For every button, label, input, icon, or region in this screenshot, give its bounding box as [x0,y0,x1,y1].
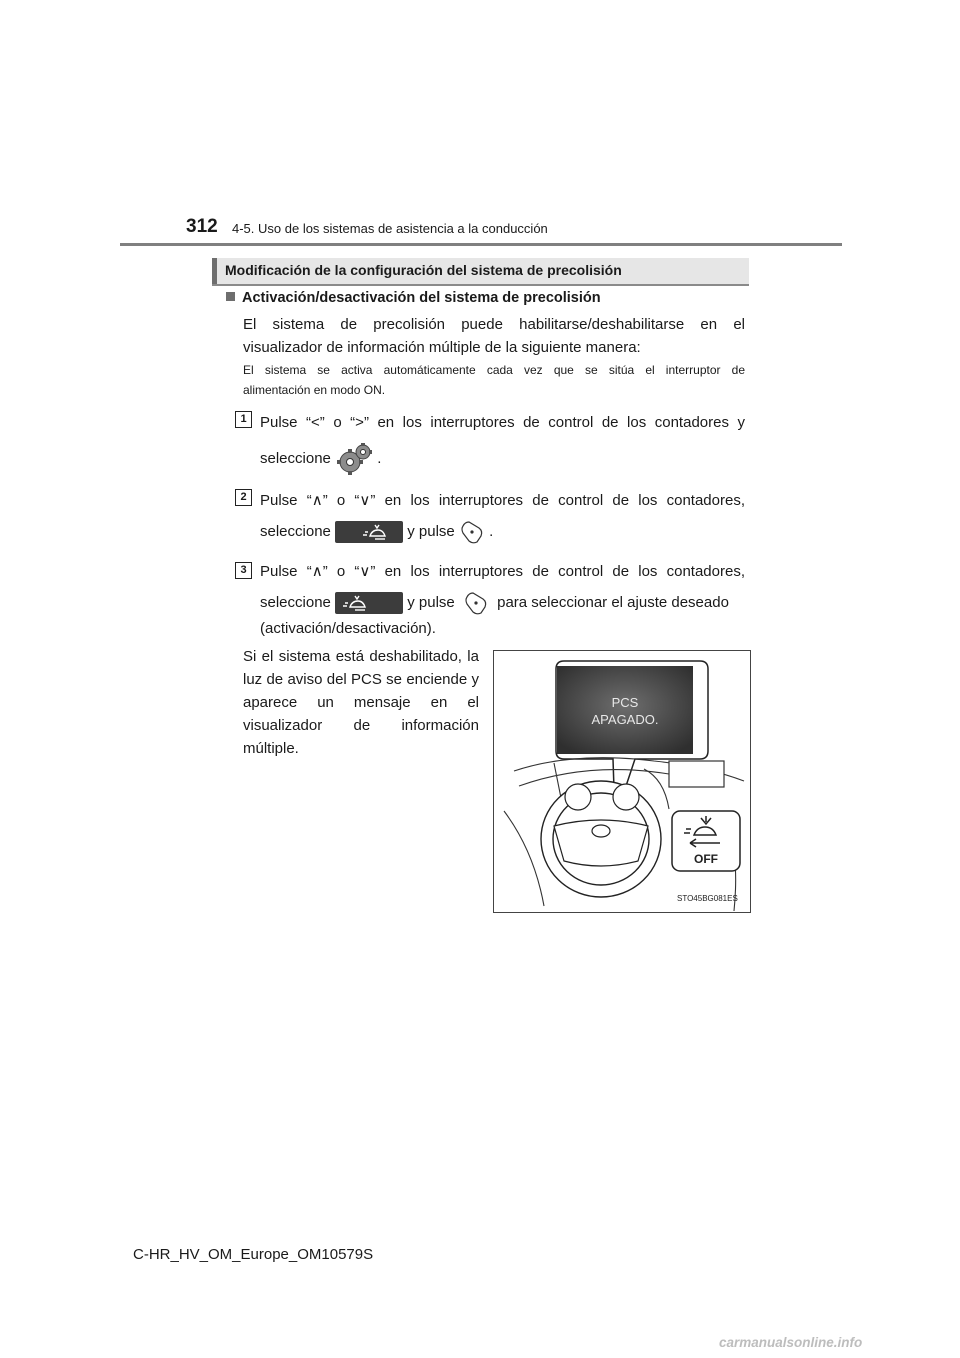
step-3-line-2 [260,589,745,617]
step-1-period: . [377,450,382,467]
section-bar [212,258,749,286]
settings-gear-icon [335,442,373,476]
section-accent [212,258,217,284]
note-line-2: alimentación en modo ON. [243,383,386,397]
subheading [226,290,601,306]
enter-button-icon [463,590,489,616]
chapter-title: 4-5. Uso de los sistemas de asistencia a la conducción [232,221,548,236]
side-note-line-3: aparece un mensaje en el [243,694,479,711]
step-2-line-1: Pulse “∧” o “∨” en los interruptores de control de los contadores, [260,492,745,509]
page-number: 312 [186,216,218,237]
step-2-select-text: seleccione [260,523,331,540]
step-1-select-text: seleccione [260,450,331,467]
step-number-2: 2 [235,489,252,506]
step-3-purpose-text: para seleccionar el ajuste deseado [497,594,729,611]
step-3-line-1: Pulse “∧” o “∨” en los interruptores de control de los contadores, [260,563,745,580]
side-note-line-5: múltiple. [243,740,299,757]
step-number-1: 1 [235,411,252,428]
figure-code: STO45BG081ES [677,894,738,903]
enter-button-icon [459,519,485,545]
step-2-line-2 [260,518,745,546]
intro-line-2: visualizador de información múltiple de la siguiente manera: [243,339,641,356]
subheading-text: Activación/desactivación del sistema de precolisión [242,290,601,306]
step-2-period: . [489,523,494,540]
switch-off-label: OFF [694,852,718,866]
watermark: carmanualsonline.info [719,1335,863,1350]
side-note-line-1: Si el sistema está deshabilitado, la [243,648,479,665]
step-3-press-text: y pulse [407,594,455,611]
screen-text-line-1: PCS [611,695,639,710]
step-1-line-1: Pulse “<” o “>” en los interruptores de control de los contadores y [260,414,745,431]
header-rule [120,243,842,246]
bullet-square-icon [226,292,235,301]
step-3-line-3: (activación/desactivación). [260,620,436,637]
section-title: Modificación de la configuración del sistema de precolisión [225,262,622,278]
document-id: C-HR_HV_OM_Europe_OM10579S [133,1246,374,1263]
side-note-line-2: luz de aviso del PCS se enciende y [243,671,479,688]
intro-line-1: El sistema de precolisión puede habilitarse/deshabilitarse en el [243,316,745,333]
step-2-press-text: y pulse [407,523,455,540]
pcs-menu-icon [335,592,403,614]
step-number-3: 3 [235,562,252,579]
screen-text-line-2: APAGADO. [591,712,659,727]
dashboard-illustration [493,650,751,913]
step-1-line-2 [260,442,745,476]
note-line-1: El sistema se activa automáticamente cada vez que se sitúa el interruptor de [243,363,745,377]
step-3-select-text: seleccione [260,594,331,611]
pcs-menu-icon [335,521,403,543]
side-note-line-4: visualizador de información [243,717,479,734]
